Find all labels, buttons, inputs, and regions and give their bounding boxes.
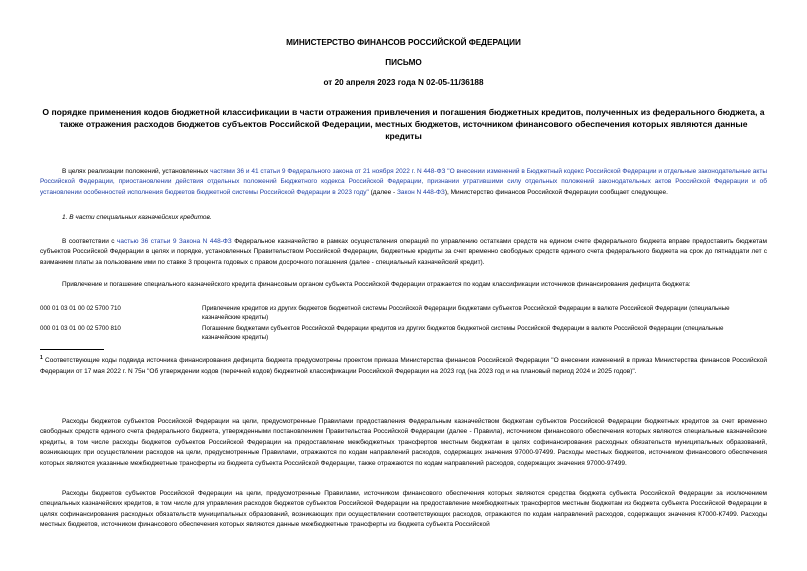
expenses-paragraph-1: Расходы бюджетов субъектов Российской Федерации на цели, предусмотренные Правилами предоставления Федеральным казначейством бюджетам субъектов Российской Федерации бюджетных кредитов за счет временно свободных средств единого счета федерального бюджета, утвержденными постановлением Правительства Российской Федерации (далее - Правила), источником финансового обеспечения которых являются специальные казначейские кредиты, в том числе расходы бюджетов субъектов Российской Федерации на предоставление межбюджетных трансфертов местным бюджетам в целях софинансирования расходных обязательств муниципальных образований, возникающих при осуществлении расходов на цели, предусмотренные Правилами, отражаются по кодам направлений расходов, содержащих значения 97000-97499. Расходы местных бюджетов, источником финансового обеспечения которых являются указанные межбюджетные трансферты из бюджета субъекта Российской Федерации, также отражаются по кодам направлений расходов, содержащих значения 97000-97499. <box>40 418 767 467</box>
law-448-articles-link[interactable]: частями 36 и 41 статьи 9 Федерального закона от 21 ноября 2022 г. N 448-ФЗ "О внесении изменений в Бюджетный кодекс Российской Федерации и отдельные законодательные акты Российской Федерации, приостановлении действия отдельных положений Бюджетного кодекса Российской Федерации, признании утратившими силу отдельных положений законодательных актов Российской Федерации и об установлении особенностей исполнения бюджетов бюджетной системы Российской Федерации в 2023 году" <box>40 168 767 196</box>
footnote-divider <box>40 349 104 350</box>
code-description: Погашение бюджетами субъектов Российской Федерации кредитов из других бюджетов бюджетной системы Российской Федерации в валюте Российской Федерации (специальные казначейские кредиты) <box>202 325 724 341</box>
law-448-part-36-link[interactable]: частью 36 статьи 9 Закона N 448-ФЗ <box>117 238 232 245</box>
codes-intro-paragraph: Привлечение и погашение специального казначейского кредита финансовым органом субъекта Российской Федерации отражается по кодам классификации источников финансирования дефицита бюджета: <box>62 281 691 288</box>
expenses-paragraph-2: Расходы бюджетов субъектов Российской Федерации на цели, предусмотренные Правилами, источником финансового обеспечения которых являются средства бюджета субъекта Российской Федерации за исключением специальных казначейских кредитов, в том числе для управления расходов бюджетов субъектов Российской Федерации на предоставление межбюджетных трансфертов местным бюджетам из бюджета субъекта Российской Федерации в целях софинансирования расходных обязательств муниципальных образований, возникающих при осуществлении соответствующих расходов, отражаются по кодам направлений расходов, содержащих значения К7000-К7499. Расходы местных бюджетов, источником финансового обеспечения которых являются данные межбюджетные трансферты из бюджета субъекта Российской <box>40 490 767 529</box>
intro-text-1: В целях реализации положений, установленных <box>62 168 211 175</box>
footnote-marker: 1 <box>40 355 43 361</box>
intro-text-3: ), Министерство финансов Российской Федерации сообщает следующее. <box>444 188 668 196</box>
intro-text-2: (далее - <box>368 188 397 196</box>
doc-date-number: от 20 апреля 2023 года N 02-05-11/36188 <box>323 78 484 87</box>
doc-title: О порядке применения кодов бюджетной классификации в части отражения привлечения и погашения бюджетных кредитов, полученных из федерального бюджета, а также отражения расходов бюджетов субъектов Российской Федерации, местных бюджетов, источником финансового обеспечения которых являются данные кредиты <box>42 107 765 141</box>
doc-type-heading: ПИСЬМО <box>385 58 422 67</box>
section-1-heading: 1. В части специальных казначейских кредитов. <box>62 214 212 221</box>
footnote <box>40 353 767 377</box>
section-1-text-2: Федеральное казначейство в рамках осуществления операций по управлению остатками средств на едином счете федерального бюджета вправе предоставить бюджетам субъектов Российской Федерации в целях и порядке, установленных Правительством Российской Федерации, бюджетные кредиты за счет временно свободных средств единого счета федерального бюджета на срок до пятнадцати лет с взиманием платы за пользование ими по ставке 3 процента годовых с правом досрочного погашения (далее - специальный казначейский кредит). <box>40 238 768 266</box>
section-1-paragraph <box>40 237 767 268</box>
code-value: 000 01 03 01 00 02 5700 810 <box>40 325 121 332</box>
ministry-heading: МИНИСТЕРСТВО ФИНАНСОВ РОССИЙСКОЙ ФЕДЕРАЦИИ <box>286 38 521 47</box>
code-description: Привлечение кредитов из других бюджетов бюджетной системы Российской Федерации бюджетами субъектов Российской Федерации в валюте Российской Федерации (специальные казначейские кредиты) <box>202 305 730 321</box>
section-1-text-1: В соответствии с <box>62 238 118 245</box>
intro-paragraph <box>40 167 767 198</box>
code-value: 000 01 03 01 00 02 5700 710 <box>40 305 121 312</box>
footnote-text: Соответствующие коды подвида источника финансирования дефицита бюджета предусмотрены проектом приказа Министерства финансов Российской Федерации "О внесении изменений в приказ Министерства финансов Российской Федерации от 17 мая 2022 г. N 75н "Об утверждении кодов (перечней кодов) бюджетной классификации Российской Федерации на 2023 год (на 2023 год и на плановый период 2024 и 2025 годов)". <box>40 357 767 375</box>
law-448-link[interactable]: Закон N 448-ФЗ <box>397 188 445 196</box>
